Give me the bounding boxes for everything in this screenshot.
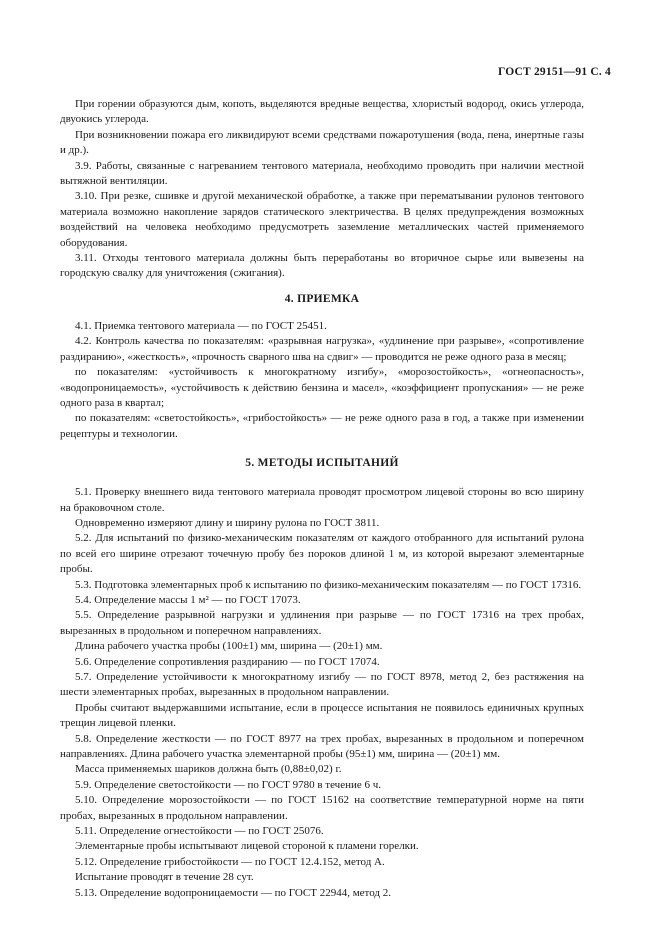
paragraph-5-4: 5.4. Определение массы 1 м² — по ГОСТ 17073. — [75, 593, 301, 606]
paragraph-5-11: 5.11. Определение огнестойкости — по ГОСТ 25076. — [75, 825, 324, 838]
page-header: ГОСТ 29151—91 С. 4 — [498, 66, 611, 78]
paragraph-5-10: 5.10. Определение морозостойкости — по ГОСТ 15162 на соответствие температурной норме на пяти пробах, вырезанных в продольном направлении. — [60, 794, 584, 822]
paragraph: При горении образуются дым, копоть, выделяются вредные вещества, хлористый водород, окись углерода, двуокись углерода. — [60, 98, 584, 126]
paragraph: Элементарные пробы испытывают лицевой стороной к пламени горелки. — [75, 840, 419, 853]
paragraph: Пробы считают выдержавшими испытание, если в процессе испытания не появилось единичных крупных трещин лицевой пленки. — [60, 701, 584, 730]
paragraph-5-12: 5.12. Определение грибостойкости — по ГОСТ 12.4.152, метод А. — [75, 855, 385, 868]
paragraph: по показателям: «светостойкость», «грибостойкость» — не реже одного раза в год, а также при изменении рецептуры и технологии. — [60, 412, 584, 440]
paragraph: При возникновении пожара его ликвидируют всеми средствами пожаротушения (вода, пена, инертные газы и др.). — [60, 128, 584, 157]
paragraph: Длина рабочего участка пробы (100±1) мм, ширина — (20±1) мм. — [75, 640, 383, 653]
paragraph: Одновременно измеряют длину и ширину рулона по ГОСТ 3811. — [75, 516, 380, 529]
section-4-body — [60, 319, 584, 442]
paragraph-5-2: 5.2. Для испытаний по физико-механическим показателям от каждого отобранного для испытаний рулона по всей его ширине отрезают точечную пробу без пороков длиной 1 м, из которой вырезают элементарные пробы. — [60, 532, 584, 576]
section-5-title: 5. МЕТОДЫ ИСПЫТАНИЙ — [245, 457, 399, 470]
paragraph-3-9: 3.9. Работы, связанные с нагреванием тентового материала, необходимо проводить при наличии местной вытяжной вентиляции. — [60, 159, 584, 188]
paragraph-5-9: 5.9. Определение светостойкости — по ГОСТ 9780 в течение 6 ч. — [75, 778, 382, 791]
paragraph-5-8: 5.8. Определение жесткости — по ГОСТ 8977 на трех пробах, вырезанных в продольном и поперечном направлениях. Длина рабочего участка элементарной пробы (95±1) мм, ширина — (20±1) мм. — [60, 732, 584, 761]
paragraph-4-2: 4.2. Контроль качества по показателям: «разрывная нагрузка», «удлинение при разрыве», «сопротивление раздиранию», «жесткость», «прочность сварного шва на сдвиг» — проводится не реже одного раза в месяц; — [60, 335, 584, 363]
document-body — [60, 97, 584, 901]
paragraph: Масса применяемых шариков должна быть (0,88±0,02) г. — [75, 763, 342, 776]
paragraph-4-1: 4.1. Приемка тентового материала — по ГОСТ 25451. — [75, 319, 327, 332]
paragraph-5-1: 5.1. Проверку внешнего вида тентового материала проводят просмотром лицевой стороны во всю ширину на браковочном столе. — [60, 486, 584, 514]
paragraph-3-11: 3.11. Отходы тентового материала должны быть переработаны во вторичное сырье или вывезены на городскую свалку для уничтожения (сжигания). — [60, 252, 584, 280]
paragraph-5-6: 5.6. Определение сопротивления раздиранию — по ГОСТ 17074. — [75, 655, 380, 668]
paragraph: Испытание проводят в течение 28 сут. — [75, 871, 254, 884]
section-5-body — [60, 485, 584, 901]
paragraph: по показателям: «устойчивость к многократному изгибу», «морозостойкость», «огнеопасность», «водопроницаемость», «устойчивость к действию бензина и масел», «коэффициент пропускания» — не реже одного раза в квартал; — [60, 366, 584, 409]
paragraph-5-5: 5.5. Определение разрывной нагрузки и удлинения при разрыве — по ГОСТ 17316 на трех пробах, вырезанных в продольном и поперечном направлениях. — [60, 609, 584, 637]
section-4-title: 4. ПРИЕМКА — [284, 292, 360, 305]
intro-block — [60, 97, 584, 282]
paragraph-5-13: 5.13. Определение водопроницаемости — по ГОСТ 22944, метод 2. — [75, 886, 391, 899]
paragraph-5-7: 5.7. Определение устойчивости к многократному изгибу — по ГОСТ 8978, метод 2, без растяжения на шести элементарных пробах, вырезанных в продольном направлении. — [60, 671, 584, 699]
paragraph-5-3: 5.3. Подготовка элементарных проб к испытанию по физико-механическим показателям — по ГОСТ 17316. — [75, 578, 582, 591]
paragraph-3-10: 3.10. При резке, сшивке и другой механической обработке, а также при перематывании рулонов тентового материала возможно накопление зарядов статического электричества. В целях предупреждения возможных воздействий на человека необходимо предусмотреть заземление металлических частей применяемого оборудования. — [60, 190, 584, 249]
